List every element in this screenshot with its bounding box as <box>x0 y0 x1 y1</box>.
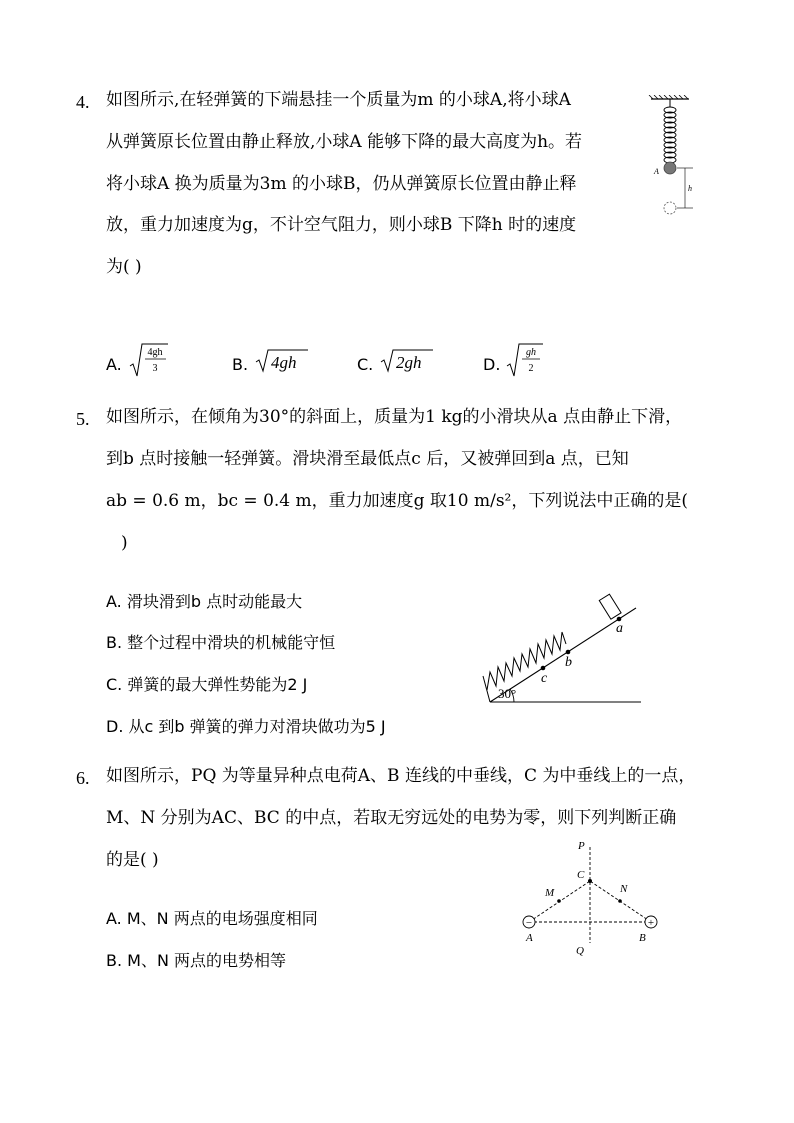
question-text-line: ab = 0.6 m，bc = 0.4 m，重力加速度g 取10 m/s²，下列说法中正确的是( <box>106 491 688 511</box>
question-text-line: 放，重力加速度为g，不计空气阻力，则小球B 下降h 时的速度 <box>106 215 577 235</box>
option-label: B. <box>232 355 249 374</box>
point-label: a <box>616 621 623 636</box>
radicand-denominator: 3 <box>152 363 158 374</box>
charge-sign: + <box>647 917 655 929</box>
point-label: Q <box>576 945 584 957</box>
option-label: D. <box>483 355 501 374</box>
radicand: 2gh <box>396 353 422 372</box>
sqrt <box>254 348 310 374</box>
question-number: 4. <box>76 92 90 112</box>
point-label: C <box>577 869 585 881</box>
question-text-line: 将小球A 换为质量为3m 的小球B，仍从弹簧原长位置由静止释 <box>106 174 577 194</box>
point-label: N <box>620 883 628 895</box>
question-text-line: M、N 分别为AC、BC 的中点，若取无穷远处的电势为零，则下列判断正确 <box>106 808 677 828</box>
point-label: b <box>565 655 572 670</box>
point-label: P <box>578 840 585 852</box>
question-text-line: ) <box>121 533 128 553</box>
question-number: 5. <box>76 409 90 429</box>
sqrt-fraction <box>505 340 545 380</box>
spring-figure <box>645 95 705 220</box>
ball-label: A <box>654 167 659 176</box>
charge-sign: − <box>525 917 533 929</box>
angle-label: 30° <box>498 686 517 701</box>
question-text-line: 从弹簧原长位置由静止释放,小球A 能够下降的最大高度为h。若 <box>106 132 583 152</box>
option-a[interactable]: A. M、N 两点的电场强度相同 <box>106 909 318 928</box>
radicand-denominator: 2 <box>528 363 534 374</box>
option-a[interactable]: A. 滑块滑到b 点时动能最大 <box>106 592 303 611</box>
height-label: h <box>688 184 692 193</box>
option-b[interactable]: B. 整个过程中滑块的机械能守恒 <box>106 633 336 652</box>
radicand: 4gh <box>271 353 297 372</box>
ball-a <box>664 162 676 174</box>
point-label: B <box>639 932 646 944</box>
point-label: M <box>545 887 555 899</box>
option-d[interactable]: D. 从c 到b 弹簧的弹力对滑块做功为5 J <box>106 717 386 736</box>
slider-block <box>599 594 621 619</box>
option-label: C. <box>357 355 374 374</box>
charges-figure <box>505 835 670 963</box>
sqrt-fraction <box>128 340 170 380</box>
ball-lowest-position <box>664 202 676 214</box>
radicand-numerator: 4gh <box>147 347 163 358</box>
option-b[interactable]: B. M、N 两点的电势相等 <box>106 951 287 970</box>
point-label: A <box>526 932 533 944</box>
question-text-line: 如图所示，在倾角为30°的斜面上，质量为1 kg的小滑块从a 点由静止下滑， <box>106 407 683 427</box>
option-c[interactable]: C. 弹簧的最大弹性势能为2 J <box>106 675 308 694</box>
option-label: A. <box>106 355 122 374</box>
sqrt <box>379 348 435 374</box>
question-text-line: 为( ) <box>106 257 142 277</box>
question-text-line: 如图所示,在轻弹簧的下端悬挂一个质量为m 的小球A,将小球A <box>106 90 571 110</box>
question-text-line: 如图所示，PQ 为等量异种点电荷A、B 连线的中垂线，C 为中垂线上的一点， <box>106 766 696 786</box>
question-text-line: 的是( ) <box>106 850 159 870</box>
radicand-numerator: gh <box>526 347 536 358</box>
question-number: 6. <box>76 768 90 788</box>
point-label: c <box>541 671 548 686</box>
question-text-line: 到b 点时接触一轻弹簧。滑块滑至最低点c 后，又被弹回到a 点，已知 <box>106 449 629 469</box>
incline-figure <box>478 586 648 708</box>
